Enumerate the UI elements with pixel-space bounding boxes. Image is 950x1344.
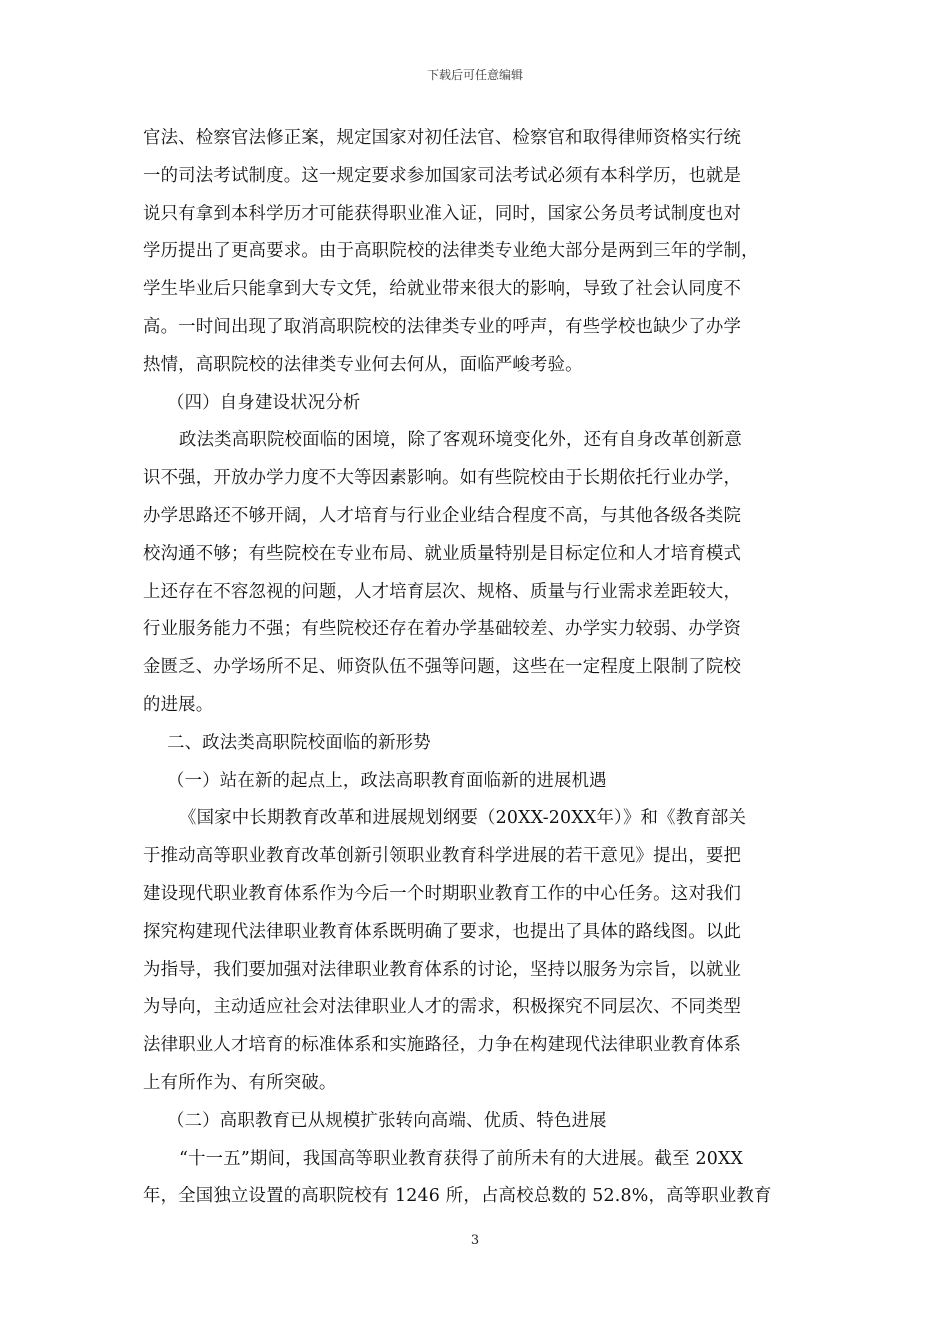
text-line: 官法、检察官法修正案，规定国家对初任法官、检察官和取得律师资格实行统 bbox=[143, 128, 742, 148]
section-heading: （一）站在新的起点上，政法高职教育面临新的进展机遇 bbox=[167, 770, 607, 791]
text-line: 热情，高职院校的法律类专业何去何从，面临严峻考验。 bbox=[143, 354, 583, 375]
text-line: 年，全国独立设置的高职院校有 1246 所，占高校总数的 52.8%，高等职业教育 bbox=[143, 1186, 772, 1207]
text-line: 校沟通不够；有些院校在专业布局、就业质量特别是目标定位和人才培育模式 bbox=[143, 543, 742, 564]
text-line: 金匮乏、办学场所不足、师资队伍不强等问题，这些在一定程度上限制了院校 bbox=[143, 657, 742, 678]
text-line: 建设现代职业教育体系作为今后一个时期职业教育工作的中心任务。这对我们 bbox=[143, 883, 742, 904]
text-line: 学生毕业后只能拿到大专文凭，给就业带来很大的影响，导致了社会认同度不 bbox=[143, 279, 742, 300]
section-heading: （四）自身建设状况分析 bbox=[167, 392, 361, 413]
text-line: 一的司法考试制度。这一规定要求参加国家司法考试必须有本科学历，也就是 bbox=[143, 165, 742, 186]
text-line: “十一五”期间，我国高等职业教育获得了前所未有的大进展。截至 20XX bbox=[179, 1148, 744, 1169]
text-line: 探究构建现代法律职业教育体系既明确了要求，也提出了具体的路线图。以此 bbox=[143, 921, 742, 942]
text-line: 学历提出了更高要求。由于高职院校的法律类专业绝大部分是两到三年的学制， bbox=[143, 241, 759, 262]
section-heading: （二）高职教育已从规模扩张转向高端、优质、特色进展 bbox=[167, 1110, 607, 1131]
text-line: 法律职业人才培育的标准体系和实施路径，力争在构建现代法律职业教育体系 bbox=[143, 1035, 742, 1056]
text-line: 《国家中长期教育改革和进展规划纲要（20XX-20XX年）》和《教育部关 bbox=[179, 808, 747, 829]
text-line: 政法类高职院校面临的困境，除了客观环境变化外，还有自身改革创新意 bbox=[179, 430, 742, 451]
section-heading: 二、政法类高职院校面临的新形势 bbox=[167, 732, 431, 753]
page-number: 3 bbox=[470, 1233, 480, 1248]
text-line: 办学思路还不够开阔，人才培育与行业企业结合程度不高，与其他各级各类院 bbox=[143, 505, 742, 526]
text-line: 上还存在不容忽视的问题，人才培育层次、规格、质量与行业需求差距较大， bbox=[143, 581, 742, 602]
document-body bbox=[143, 120, 807, 1216]
text-line: 于推动高等职业教育改革创新引领职业教育科学进展的若干意见》提出，要把 bbox=[143, 846, 742, 867]
page-header: 下载后可任意编辑 bbox=[426, 68, 523, 82]
text-line: 识不强，开放办学力度不大等因素影响。如有些院校由于长期依托行业办学， bbox=[143, 468, 742, 489]
text-line: 的进展。 bbox=[143, 694, 214, 715]
text-line: 高。一时间出现了取消高职院校的法律类专业的呼声，有些学校也缺少了办学 bbox=[143, 316, 742, 337]
text-line: 行业服务能力不强；有些院校还存在着办学基础较差、办学实力较弱、办学资 bbox=[143, 619, 742, 640]
text-line: 上有所作为、有所突破。 bbox=[143, 1072, 337, 1093]
text-line: 为指导，我们要加强对法律职业教育体系的讨论，坚持以服务为宗旨，以就业 bbox=[143, 959, 742, 980]
text-line: 说只有拿到本科学历才可能获得职业准入证，同时，国家公务员考试制度也对 bbox=[143, 203, 742, 224]
text-line: 为导向，主动适应社会对法律职业人才的需求，积极探究不同层次、不同类型 bbox=[143, 997, 742, 1018]
